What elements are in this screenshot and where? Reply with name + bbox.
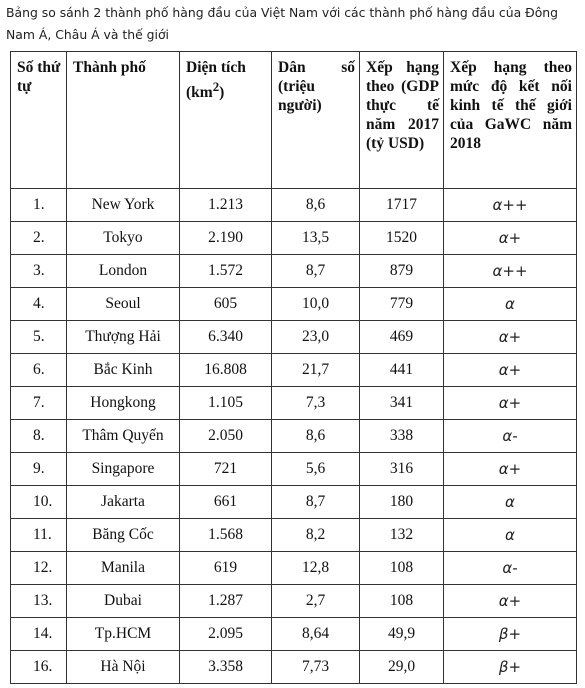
cell-gawc-rank: β+	[444, 618, 577, 651]
cell-city: Seoul	[67, 288, 180, 321]
cell-stt: 11.	[11, 519, 67, 552]
table-caption: Bảng so sánh 2 thành phố hàng đầu của Việt Nam với các thành phố hàng đầu của Đông Nam Á, Châu Á và thế giới	[6, 5, 559, 42]
cell-gawc-rank: α	[444, 288, 577, 321]
cell-stt: 2.	[11, 222, 67, 255]
cell-gawc-rank: α+	[444, 387, 577, 420]
cell-gdp: 49,9	[360, 618, 444, 651]
cell-stt: 14.	[11, 618, 67, 651]
cell-city: Tp.HCM	[67, 618, 180, 651]
cell-stt: 7.	[11, 387, 67, 420]
cell-stt: 9.	[11, 453, 67, 486]
header-gdp-rank: Xếp hạng theo (GDP thực tế năm 2017 (tỷ USD)	[360, 52, 444, 189]
cell-gdp: 29,0	[360, 651, 444, 684]
cell-gdp: 108	[360, 552, 444, 585]
city-comparison-table	[10, 51, 577, 684]
table-row	[11, 387, 577, 420]
cell-gdp: 1520	[360, 222, 444, 255]
cell-stt: 10.	[11, 486, 67, 519]
cell-gawc-rank: α+	[444, 321, 577, 354]
cell-gdp: 180	[360, 486, 444, 519]
cell-population: 7,3	[272, 387, 360, 420]
cell-city: Manila	[67, 552, 180, 585]
header-area	[180, 52, 272, 189]
cell-stt: 12.	[11, 552, 67, 585]
cell-population: 13,5	[272, 222, 360, 255]
table-row	[11, 255, 577, 288]
cell-city: Tokyo	[67, 222, 180, 255]
cell-population: 21,7	[272, 354, 360, 387]
cell-population: 2,7	[272, 585, 360, 618]
cell-gdp: 338	[360, 420, 444, 453]
cell-gdp: 316	[360, 453, 444, 486]
cell-area: 1.287	[180, 585, 272, 618]
cell-area: 619	[180, 552, 272, 585]
table-row	[11, 486, 577, 519]
cell-area: 661	[180, 486, 272, 519]
cell-gawc-rank: α++	[444, 189, 577, 222]
cell-population: 8,64	[272, 618, 360, 651]
header-population: Dân số (triệu người)	[272, 52, 360, 189]
table-row	[11, 354, 577, 387]
cell-stt: 16.	[11, 651, 67, 684]
cell-city: Hongkong	[67, 387, 180, 420]
header-stt: Số thứ tự	[11, 52, 67, 189]
cell-gawc-rank: β+	[444, 651, 577, 684]
cell-city: London	[67, 255, 180, 288]
cell-gdp: 1717	[360, 189, 444, 222]
cell-city: Dubai	[67, 585, 180, 618]
cell-population: 8,6	[272, 420, 360, 453]
cell-population: 10,0	[272, 288, 360, 321]
table-row	[11, 222, 577, 255]
cell-stt: 3.	[11, 255, 67, 288]
cell-gdp: 108	[360, 585, 444, 618]
cell-gawc-rank: α-	[444, 552, 577, 585]
cell-area: 2.190	[180, 222, 272, 255]
cell-city: New York	[67, 189, 180, 222]
table-row	[11, 288, 577, 321]
cell-gdp: 132	[360, 519, 444, 552]
cell-gawc-rank: α+	[444, 354, 577, 387]
cell-city: Hà Nội	[67, 651, 180, 684]
cell-population: 8,2	[272, 519, 360, 552]
cell-area: 1.105	[180, 387, 272, 420]
cell-gdp: 341	[360, 387, 444, 420]
cell-population: 12,8	[272, 552, 360, 585]
cell-stt: 1.	[11, 189, 67, 222]
cell-gdp: 779	[360, 288, 444, 321]
cell-city: Băng Cốc	[67, 519, 180, 552]
cell-city: Thượng Hải	[67, 321, 180, 354]
header-city: Thành phố	[67, 52, 180, 189]
cell-stt: 6.	[11, 354, 67, 387]
header-gawc-rank: Xếp hạng theo mức độ kết nối kinh tế thế giới của GaWC năm 2018	[444, 52, 577, 189]
cell-population: 23,0	[272, 321, 360, 354]
cell-area: 605	[180, 288, 272, 321]
cell-area: 6.340	[180, 321, 272, 354]
cell-area: 2.095	[180, 618, 272, 651]
table-row	[11, 651, 577, 684]
cell-city: Bắc Kinh	[67, 354, 180, 387]
cell-city: Thâm Quyến	[67, 420, 180, 453]
cell-city: Jakarta	[67, 486, 180, 519]
cell-stt: 13.	[11, 585, 67, 618]
cell-gdp: 879	[360, 255, 444, 288]
table-row	[11, 321, 577, 354]
table-row	[11, 618, 577, 651]
cell-gawc-rank: α	[444, 519, 577, 552]
cell-area: 1.213	[180, 189, 272, 222]
cell-gawc-rank: α	[444, 486, 577, 519]
cell-gdp: 441	[360, 354, 444, 387]
table-header-row	[11, 52, 577, 189]
table-row	[11, 552, 577, 585]
cell-population: 8,7	[272, 486, 360, 519]
cell-population: 7,73	[272, 651, 360, 684]
header-area-label: Diện tích (km	[186, 59, 246, 102]
cell-gawc-rank: α+	[444, 222, 577, 255]
table-row	[11, 189, 577, 222]
cell-stt: 8.	[11, 420, 67, 453]
header-area-close: )	[219, 84, 225, 102]
cell-gawc-rank: α+	[444, 453, 577, 486]
cell-gawc-rank: α+	[444, 585, 577, 618]
table-row	[11, 585, 577, 618]
cell-stt: 4.	[11, 288, 67, 321]
table-row	[11, 453, 577, 486]
cell-area: 16.808	[180, 354, 272, 387]
cell-area: 1.568	[180, 519, 272, 552]
cell-city: Singapore	[67, 453, 180, 486]
cell-population: 8,7	[272, 255, 360, 288]
cell-population: 8,6	[272, 189, 360, 222]
header-area-superscript: 2	[212, 79, 220, 94]
cell-population: 5,6	[272, 453, 360, 486]
cell-area: 1.572	[180, 255, 272, 288]
cell-gawc-rank: α++	[444, 255, 577, 288]
table-row	[11, 420, 577, 453]
cell-area: 3.358	[180, 651, 272, 684]
table-row	[11, 519, 577, 552]
cell-gdp: 469	[360, 321, 444, 354]
cell-area: 721	[180, 453, 272, 486]
cell-stt: 5.	[11, 321, 67, 354]
cell-gawc-rank: α-	[444, 420, 577, 453]
cell-area: 2.050	[180, 420, 272, 453]
